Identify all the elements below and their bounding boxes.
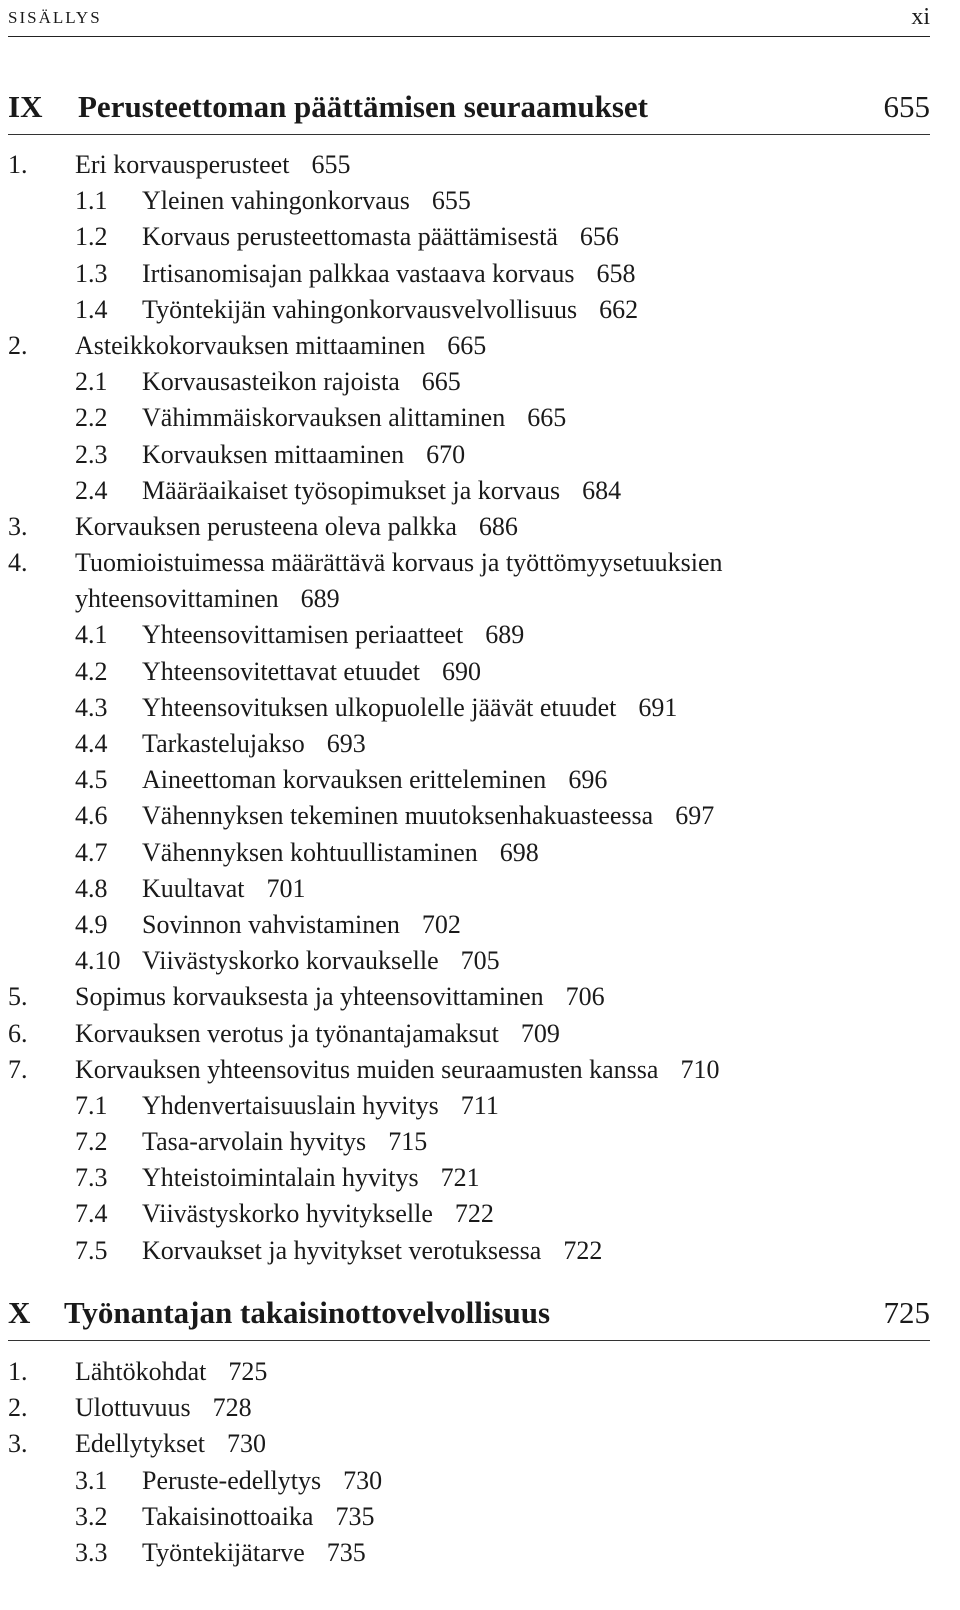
toc-entry[interactable]	[8, 1499, 930, 1535]
toc-entry-title: Työntekijätarve	[142, 1537, 305, 1567]
header-section-title: SISÄLLYS	[8, 8, 102, 27]
toc-entry-page: 705	[460, 946, 500, 976]
toc-entry-page: 711	[460, 1090, 499, 1120]
toc-entry[interactable]	[8, 1052, 930, 1088]
toc-entry-text	[142, 762, 607, 798]
toc-entry-page: 693	[326, 729, 366, 758]
toc-entry[interactable]	[8, 798, 930, 834]
chapter-page: 725	[883, 1295, 930, 1330]
toc-entry-page: 730	[226, 1429, 266, 1459]
toc-entry-text	[142, 292, 638, 328]
toc-entry-page: 709	[520, 1018, 560, 1048]
toc-entry-page: 686	[478, 511, 518, 541]
toc-entry-number: 2.2	[75, 403, 108, 433]
toc-entry[interactable]	[8, 617, 930, 653]
toc-entry-title: Työntekijän vahingonkorvausvelvollisuus	[142, 294, 578, 324]
toc-entry-text	[75, 581, 340, 617]
toc-entry-number: 7.1	[75, 1090, 108, 1120]
toc-entry-page: 722	[563, 1235, 603, 1265]
toc-entry-number: 5.	[8, 982, 28, 1012]
toc-entry[interactable]	[8, 1426, 930, 1462]
toc-entry-page: 706	[565, 982, 605, 1012]
toc-entry-title: Korvaus perusteettomasta päättämisestä	[142, 222, 558, 252]
toc-entry-title: Korvauksen perusteena oleva palkka	[75, 511, 457, 541]
toc-entry[interactable]	[8, 1016, 930, 1052]
toc-entry[interactable]	[8, 1535, 930, 1571]
toc-entry-number: 3.1	[75, 1465, 108, 1495]
toc-entry-text	[142, 437, 465, 473]
toc-entry-title: Takaisinottoaika	[142, 1501, 314, 1531]
toc-entry-text	[142, 654, 481, 690]
toc-entry[interactable]	[8, 147, 930, 183]
toc-entry-page: 735	[335, 1501, 375, 1531]
toc-entry[interactable]	[8, 328, 930, 364]
toc-entry-page: 735	[326, 1537, 366, 1567]
toc-entry-page: 696	[568, 765, 608, 795]
toc-entry-page: 665	[421, 367, 461, 397]
toc-entry-page: 702	[421, 909, 461, 939]
toc-entry-text	[142, 256, 635, 292]
toc-entry-title: Yhdenvertaisuuslain hyvitys	[142, 1090, 439, 1120]
toc-entry-title: Sovinnon vahvistaminen	[142, 909, 400, 939]
toc-entry-page: 665	[447, 330, 487, 360]
toc-entry-number: 7.2	[75, 1127, 108, 1157]
toc-entry[interactable]	[8, 183, 930, 219]
toc-entry-page: 697	[675, 801, 715, 831]
toc-entry-page: 730	[343, 1465, 383, 1495]
toc-entry[interactable]	[8, 509, 930, 545]
toc-entry-title: Viivästyskorko hyvitykselle	[142, 1199, 433, 1229]
toc-entry-number: 4.10	[75, 946, 121, 976]
toc-entry-text	[142, 871, 306, 907]
toc-entry-title: Korvausasteikon rajoista	[142, 367, 400, 397]
toc-entry-number: 4.	[8, 548, 28, 578]
toc-list-chapter-ix	[8, 147, 930, 1269]
toc-list-chapter-x	[8, 1354, 930, 1571]
toc-entry-title: Viivästyskorko korvaukselle	[142, 946, 439, 976]
toc-entry[interactable]	[8, 1233, 930, 1269]
toc-entry-title: Yhteensovituksen ulkopuolelle jäävät etuudet	[142, 692, 617, 722]
toc-entry[interactable]	[8, 219, 930, 255]
toc-entry-text	[75, 1016, 560, 1052]
toc-entry-title: Edellytykset	[75, 1429, 205, 1459]
toc-entry-page: 725	[228, 1357, 268, 1386]
toc-entry-title: Yhteensovitettavat etuudet	[142, 656, 420, 686]
toc-entry-text	[75, 1390, 252, 1426]
toc-entry[interactable]	[8, 654, 930, 690]
toc-entry-text	[142, 1124, 427, 1160]
toc-entry-title: Yleinen vahingonkorvaus	[142, 186, 410, 216]
toc-entry-number: 3.3	[75, 1537, 108, 1567]
chapter-title: Perusteettoman päättämisen seuraamukset	[78, 89, 648, 124]
toc-entry-text	[142, 1463, 382, 1499]
toc-entry-number: 4.4	[75, 729, 108, 758]
toc-entry-page: 721	[440, 1163, 480, 1193]
toc-entry-text	[75, 509, 518, 545]
chapter-heading-ix[interactable]	[8, 76, 930, 135]
toc-entry-title: Yhteistoimintalain hyvitys	[142, 1163, 419, 1193]
toc-entry-title: Asteikkokorvauksen mittaaminen	[75, 330, 426, 360]
toc-entry-page: 691	[638, 692, 678, 722]
toc-entry-text	[142, 1535, 366, 1571]
toc-entry-title: Korvauksen yhteensovitus muiden seuraamusten kanssa	[75, 1054, 659, 1084]
toc-entry-page: 690	[441, 656, 481, 686]
toc-entry-page: 710	[680, 1054, 720, 1084]
toc-entry-title: Eri korvausperusteet	[75, 150, 290, 179]
toc-entry-title: Peruste-edellytys	[142, 1465, 322, 1495]
toc-entry[interactable]	[8, 437, 930, 473]
toc-entry-title: Ulottuvuus	[75, 1393, 191, 1423]
toc-entry[interactable]	[8, 871, 930, 907]
toc-entry-text	[142, 183, 471, 219]
toc-entry-number: 1.1	[75, 186, 108, 216]
toc-entry-text	[75, 328, 486, 364]
toc-entry-page: 701	[266, 873, 306, 903]
toc-entry-text	[142, 726, 366, 762]
chapter-page: 655	[883, 89, 930, 124]
toc-entry-title: Sopimus korvauksesta ja yhteensovittaminen	[75, 982, 544, 1012]
toc-entry-number: 1.3	[75, 258, 108, 288]
toc-entry[interactable]	[8, 1160, 930, 1196]
toc-entry-number: 7.4	[75, 1199, 108, 1229]
toc-entry[interactable]	[8, 473, 930, 509]
toc-entry[interactable]	[8, 545, 930, 581]
toc-entry-text	[142, 364, 461, 400]
toc-entry[interactable]	[8, 256, 930, 292]
toc-entry-number: 4.2	[75, 656, 108, 686]
toc-entry[interactable]	[8, 364, 930, 400]
toc-entry-text	[142, 1499, 374, 1535]
toc-entry-number: 4.5	[75, 765, 108, 795]
toc-entry-title: Vähennyksen tekeminen muutoksenhakuasteessa	[142, 801, 654, 831]
chapter-number: IX	[8, 89, 43, 124]
toc-entry[interactable]	[8, 907, 930, 943]
toc-entry-page: 670	[426, 439, 466, 469]
toc-entry[interactable]	[8, 581, 930, 617]
toc-entry-title: Tuomioistuimessa määrättävä korvaus ja työttömyysetuuksien	[75, 548, 723, 578]
toc-entry-title: Irtisanomisajan palkkaa vastaava korvaus	[142, 258, 575, 288]
toc-entry-title: Tasa-arvolain hyvitys	[142, 1127, 367, 1157]
toc-entry-title: Määräaikaiset työsopimukset ja korvaus	[142, 475, 561, 505]
toc-entry-text	[142, 400, 566, 436]
toc-entry-page: 655	[431, 186, 471, 216]
header-page-number: xi	[911, 4, 930, 30]
toc-entry-page: 715	[388, 1127, 428, 1157]
toc-entry[interactable]	[8, 292, 930, 328]
toc-entry-page: 684	[582, 475, 622, 505]
toc-entry-text	[142, 617, 524, 653]
toc-entry-number: 3.	[8, 1429, 28, 1459]
toc-entry-text	[142, 473, 621, 509]
toc-entry[interactable]	[8, 979, 930, 1015]
toc-entry-text	[142, 1233, 602, 1269]
toc-entry-number: 2.4	[75, 475, 108, 505]
toc-entry[interactable]	[8, 1463, 930, 1499]
toc-entry-title: Tarkastelujakso	[142, 729, 305, 758]
toc-entry-number: 2.	[8, 1393, 28, 1423]
toc-entry-title: Korvaukset ja hyvitykset verotuksessa	[142, 1235, 542, 1265]
toc-entry[interactable]	[8, 1088, 930, 1124]
toc-entry-text	[142, 690, 677, 726]
toc-entry-number: 4.8	[75, 873, 108, 903]
toc-entry-text	[75, 1052, 719, 1088]
toc-entry-text	[142, 1160, 480, 1196]
toc-entry-page: 689	[485, 620, 525, 650]
toc-entry-number: 3.2	[75, 1501, 108, 1531]
chapter-title: Työnantajan takaisinottovelvollisuus	[64, 1295, 551, 1330]
toc-entry-number: 6.	[8, 1018, 28, 1048]
toc-entry-number: 3.	[8, 511, 28, 541]
toc-entry-number: 1.4	[75, 294, 108, 324]
toc-entry-title: Korvauksen mittaaminen	[142, 439, 405, 469]
toc-entry[interactable]	[8, 835, 930, 871]
toc-entry-number: 4.3	[75, 692, 108, 722]
toc-entry[interactable]	[8, 400, 930, 436]
toc-entry-text	[142, 835, 539, 871]
chapter-number: X	[8, 1295, 31, 1330]
toc-entry-page: 665	[527, 403, 567, 433]
toc-entry-number: 7.3	[75, 1163, 108, 1193]
toc-entry-page: 658	[596, 258, 636, 288]
toc-entry[interactable]	[8, 762, 930, 798]
toc-entry-title: yhteensovittaminen	[75, 584, 279, 614]
toc-entry[interactable]	[8, 1196, 930, 1232]
toc-entry-number: 1.	[8, 150, 28, 179]
toc-entry-title: Kuultavat	[142, 873, 245, 903]
toc-entry[interactable]	[8, 1390, 930, 1426]
toc-entry-number: 4.7	[75, 837, 108, 867]
toc-entry-number: 7.5	[75, 1235, 108, 1265]
toc-entry-number: 1.	[8, 1357, 28, 1386]
toc-entry-text	[142, 1088, 499, 1124]
toc-entry-page: 655	[311, 150, 351, 179]
toc-entry-page: 656	[579, 222, 619, 252]
toc-entry-text	[142, 1196, 494, 1232]
toc-entry-text	[142, 798, 714, 834]
toc-entry-number: 4.9	[75, 909, 108, 939]
toc-entry-text	[142, 943, 500, 979]
toc-entry[interactable]	[8, 1124, 930, 1160]
chapter-heading-x[interactable]	[8, 1282, 930, 1341]
toc-entry-number: 1.2	[75, 222, 108, 252]
toc-entry-text	[142, 219, 619, 255]
toc-entry[interactable]	[8, 943, 930, 979]
toc-entry-title: Aineettoman korvauksen eritteleminen	[142, 765, 547, 795]
toc-entry-page: 728	[212, 1393, 252, 1423]
toc-entry-text	[75, 147, 350, 183]
toc-entry-text	[75, 1426, 266, 1462]
toc-entry-title: Vähimmäiskorvauksen alittaminen	[142, 403, 506, 433]
toc-entry-number: 2.1	[75, 367, 108, 397]
toc-entry[interactable]	[8, 1354, 930, 1390]
toc-entry-title: Lähtökohdat	[75, 1357, 207, 1386]
toc-entry-page: 689	[300, 584, 340, 614]
toc-entry-text	[142, 907, 461, 943]
toc-entry-title: Korvauksen verotus ja työnantajamaksut	[75, 1018, 499, 1048]
toc-entry-number: 7.	[8, 1054, 28, 1084]
toc-entry-text	[75, 979, 605, 1015]
toc-entry-number: 4.1	[75, 620, 108, 650]
toc-entry-page: 722	[454, 1199, 494, 1229]
toc-entry-title: Vähennyksen kohtuullistaminen	[142, 837, 478, 867]
toc-entry-number: 2.	[8, 330, 28, 360]
toc-entry[interactable]	[8, 726, 930, 762]
toc-entry-number: 2.3	[75, 439, 108, 469]
toc-entry[interactable]	[8, 690, 930, 726]
toc-entry-page: 698	[499, 837, 539, 867]
toc-entry-page: 662	[599, 294, 639, 324]
toc-entry-text	[75, 1354, 267, 1390]
toc-entry-text	[75, 545, 745, 581]
toc-entry-number: 4.6	[75, 801, 108, 831]
running-header	[8, 2, 930, 37]
toc-entry-title: Yhteensovittamisen periaatteet	[142, 620, 464, 650]
